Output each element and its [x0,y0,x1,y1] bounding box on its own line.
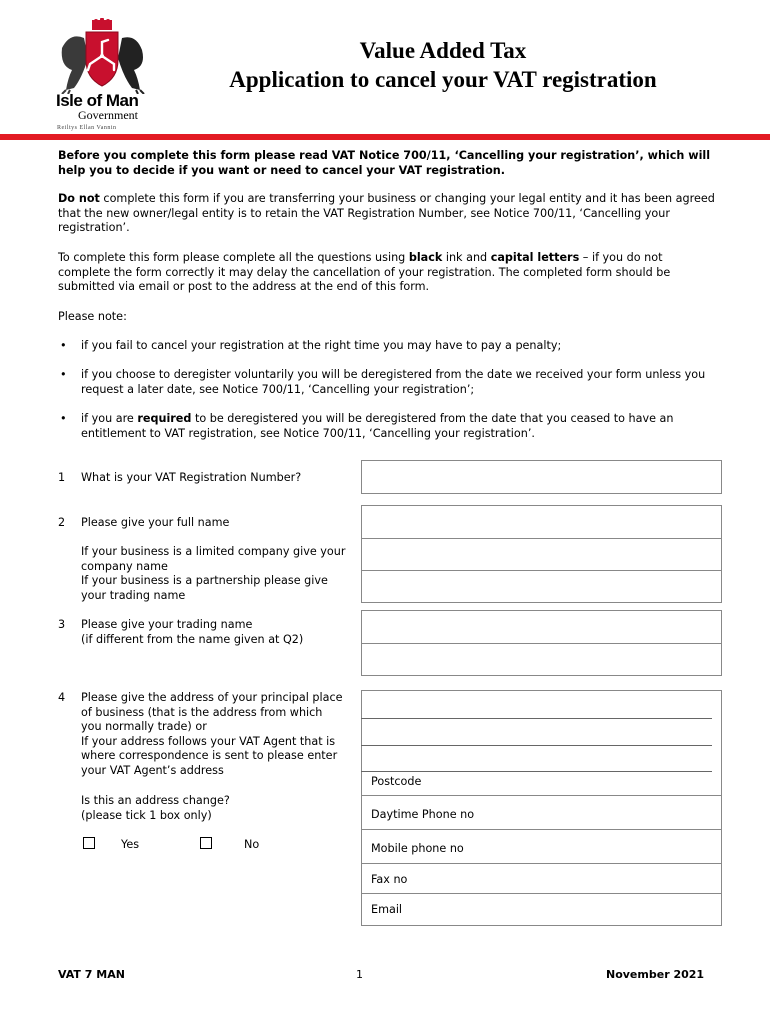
trading-name-field-2[interactable] [361,643,722,676]
complete-text-1: To complete this form please complete all the questions using [58,251,409,264]
q3-number: 3 [58,618,66,631]
bullet3-text-2: to be deregistered you will be deregistered from the date that you ceased to have an entitlement to VAT registration, see Notice 700/11, ‘Cancelling your registration’. [81,412,674,440]
black-emphasis: black [408,251,443,264]
page-number: 1 [356,968,363,981]
fax-divider [361,893,722,894]
q1-number: 1 [58,471,66,484]
required-emphasis: required [137,412,192,425]
address-change-no-checkbox[interactable] [200,837,212,849]
mobile-phone-label: Mobile phone no [371,842,464,855]
bullet-marker: • [60,368,67,381]
complete-text-2: ink and [442,251,491,264]
partnership-trading-name-field[interactable] [361,570,722,603]
yes-label: Yes [121,838,140,851]
q3-text: Please give your trading name (if different from the name given at Q2) [81,618,304,646]
no-label: No [244,838,260,851]
page-title: Value Added Tax [359,38,527,63]
page-subtitle: Application to cancel your VAT registration [229,67,657,92]
form-code: VAT 7 MAN [58,968,125,981]
q4-number: 4 [58,691,66,704]
q2-number: 2 [58,516,66,529]
address-line-1[interactable] [361,718,712,719]
q2-subtext: If your business is a limited company give your company name If your business is a partnership please give your trading name [81,545,346,602]
vat-registration-number-field[interactable] [361,460,722,494]
intro-warning: Before you complete this form please read VAT Notice 700/11, ‘Cancelling your registration’, which will help you to decide if you want or need to cancel your VAT registration. [58,149,711,177]
address-line-3[interactable] [361,771,712,772]
capital-letters-emphasis: capital letters [490,251,580,264]
brand-manx-tagline: Reiltys Ellan Vannin [57,125,117,131]
full-name-field[interactable] [361,505,722,539]
intro-complete-paragraph [58,251,718,295]
bullet-marker: • [60,412,67,425]
fax-label: Fax no [371,873,408,886]
crest-icon [52,18,162,94]
form-date: November 2021 [606,968,705,981]
header-divider [0,134,770,140]
postcode-divider [361,795,722,796]
complete-text-3: – if you do not complete the form correctly it may delay the cancellation of your registration. The completed form should be submitted via email or post to the address at the end of this form. [58,251,671,293]
address-line-2[interactable] [361,745,712,746]
intro-do-not-paragraph [58,192,718,236]
q4-text: Please give the address of your principal place of business (that is the address from which you normally trade) or If your address follows your VAT Agent that is where correspondence is sent to please enter your VAT Agent’s address [81,691,343,777]
postcode-label: Postcode [371,775,422,788]
bullet3-text-1: if you are [81,412,138,425]
bullet-marker: • [60,339,67,352]
bullet-required [81,412,721,441]
bullet-penalty: if you fail to cancel your registration at the right time you may have to pay a penalty; [81,339,562,352]
please-note-label: Please note: [58,310,127,323]
email-label: Email [371,903,403,916]
address-change-question: Is this an address change? (please tick 1 box only) [81,794,230,822]
brand-name: Isle of Man [56,91,139,110]
q2-text: Please give your full name [81,516,230,529]
daytime-divider [361,829,722,830]
brand-government: Government [78,108,138,122]
trading-name-field[interactable] [361,610,722,644]
company-name-field[interactable] [361,538,722,571]
q1-text: What is your VAT Registration Number? [81,471,302,484]
do-not-emphasis: Do not [58,192,100,205]
bullet-voluntary: if you choose to deregister voluntarily you will be deregistered from the date we received your form unless you request a later date, see Notice 700/11, ‘Cancelling your registration’; [81,368,706,396]
address-change-yes-checkbox[interactable] [83,837,95,849]
mobile-divider [361,863,722,864]
do-not-text: complete this form if you are transferring your business or changing your legal entity and it has been agreed that the new owner/legal entity is to retain the VAT Registration Number, see Notice 700/11, ‘Cancelling your registration’. [58,192,715,234]
daytime-phone-label: Daytime Phone no [371,808,475,821]
